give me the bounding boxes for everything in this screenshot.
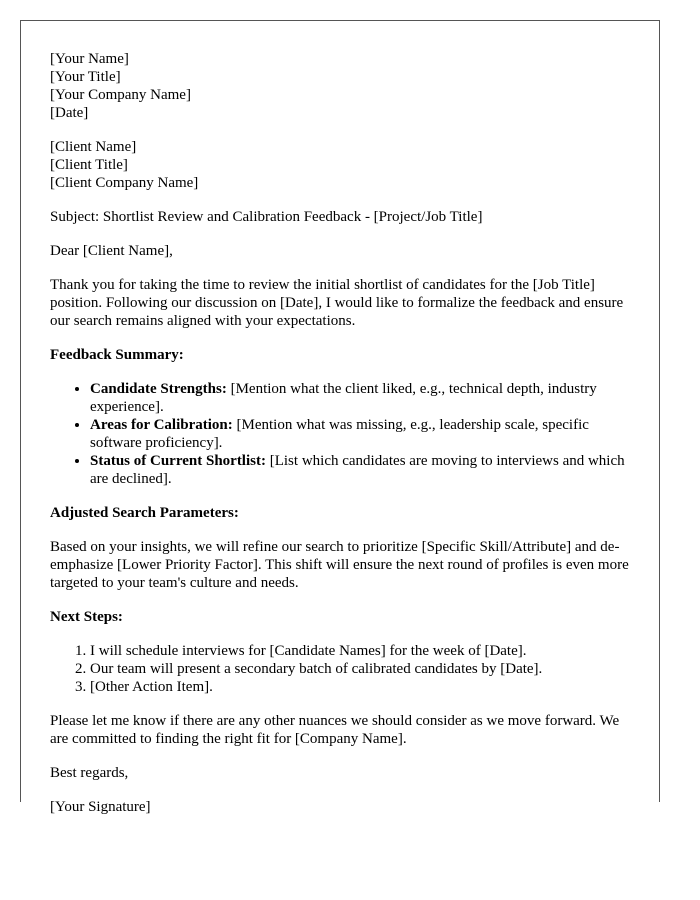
feedback-item-text: [Mention what was missing, e.g., leadership scale, specific software proficiency]. — [90, 417, 589, 451]
adjusted-parameters-paragraph: Based on your insights, we will refine our search to prioritize [Specific Skill/Attribute] and de-emphasize [Lower Priority Factor]. This shift will ensure the next round of profiles is even more targeted to your team's culture and needs. — [50, 539, 629, 591]
sender-block — [50, 50, 640, 122]
next-steps-heading: Next Steps: — [50, 609, 123, 625]
recipient-company: [Client Company Name] — [50, 175, 199, 191]
letter-date: [Date] — [50, 105, 89, 121]
sign-off: Best regards, — [50, 765, 129, 781]
closing-paragraph: Please let me know if there are any other nuances we should consider as we move forward. We are committed to finding the right fit for [Company Name]. — [50, 713, 620, 747]
recipient-title: [Client Title] — [50, 157, 128, 173]
next-step-item: 2. Our team will present a secondary batch of calibrated candidates by [Date]. — [90, 660, 640, 678]
feedback-item-label: Status of Current Shortlist: — [90, 453, 266, 469]
recipient-name: [Client Name] — [50, 139, 137, 155]
signature: [Your Signature] — [50, 799, 151, 815]
sender-company: [Your Company Name] — [50, 87, 191, 103]
feedback-item — [90, 452, 640, 488]
intro-paragraph: Thank you for taking the time to review the initial shortlist of candidates for the [Job Title] position. Following our discussion on [Date], I would like to formalize the feedback and ensure our search remains aligned with your expectations. — [50, 277, 624, 329]
feedback-item — [90, 416, 640, 452]
feedback-item — [90, 380, 640, 416]
next-steps-list — [50, 642, 640, 696]
next-step-item: 3. [Other Action Item]. — [90, 678, 640, 696]
subject-line: Subject: Shortlist Review and Calibration Feedback - [Project/Job Title] — [50, 209, 483, 225]
recipient-block — [50, 138, 640, 192]
feedback-item-text: [List which candidates are moving to interviews and which are declined]. — [90, 453, 625, 487]
feedback-list — [50, 380, 640, 488]
salutation: Dear [Client Name], — [50, 243, 173, 259]
feedback-item-label: Candidate Strengths: — [90, 381, 227, 397]
feedback-heading: Feedback Summary: — [50, 347, 184, 363]
sender-name: [Your Name] — [50, 51, 129, 67]
letter-content — [50, 50, 640, 832]
adjusted-parameters-heading: Adjusted Search Parameters: — [50, 505, 239, 521]
next-step-item: 1. I will schedule interviews for [Candidate Names] for the week of [Date]. — [90, 642, 640, 660]
sender-title: [Your Title] — [50, 69, 121, 85]
feedback-item-label: Areas for Calibration: — [90, 417, 233, 433]
letter-page — [20, 20, 660, 815]
feedback-item-text: [Mention what the client liked, e.g., technical depth, industry experience]. — [90, 381, 597, 415]
